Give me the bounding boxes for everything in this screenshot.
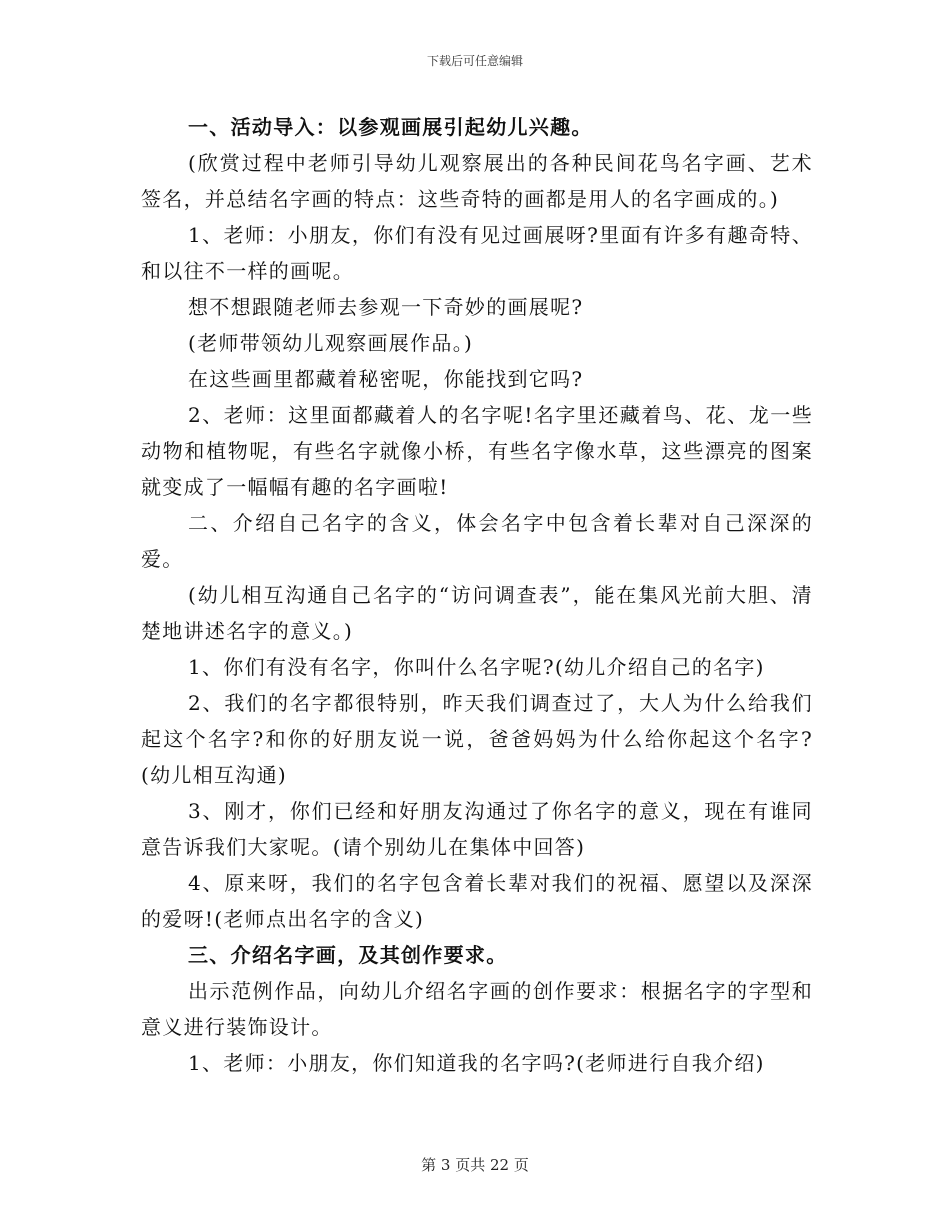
paragraph: 想不想跟随老师去参观一下奇妙的画展呢? xyxy=(188,295,584,319)
paragraph: 1、老师：小朋友，你们有没有见过画展呀?里面有许多有趣奇特、和以往不一样的画呢。 xyxy=(141,223,813,283)
paragraph: 1、你们有没有名字，你叫什么名字呢?(幼儿介绍自己的名字) xyxy=(188,655,765,679)
page-number-footer: 第 3 页共 22 页 xyxy=(421,1156,529,1174)
paragraph: 4、原来呀，我们的名字包含着长辈对我们的祝福、愿望以及深深的爱呀!(老师点出名字的含义) xyxy=(141,871,813,931)
section-heading-2: 二、介绍自己名字的含义，体会名字中包含着长辈对自己深深的爱。 xyxy=(141,511,813,571)
document-body xyxy=(141,109,813,1081)
paragraph: 2、老师：这里面都藏着人的名字呢!名字里还藏着鸟、花、龙一些动物和植物呢，有些名字就像小桥，有些名字像水草，这些漂亮的图案就变成了一幅幅有趣的名字画啦! xyxy=(141,403,813,499)
section-heading-3: 三、介绍名字画，及其创作要求。 xyxy=(188,943,508,967)
paragraph: (老师带领幼儿观察画展作品。) xyxy=(188,331,474,355)
page-header-note: 下载后可任意编辑 xyxy=(426,54,523,68)
paragraph: 2、我们的名字都很特别，昨天我们调查过了，大人为什么给我们起这个名字?和你的好朋友说一说，爸爸妈妈为什么给你起这个名字?(幼儿相互沟通) xyxy=(141,691,813,787)
paragraph: 出示范例作品，向幼儿介绍名字画的创作要求：根据名字的字型和意义进行装饰设计。 xyxy=(141,979,813,1039)
paragraph: (欣赏过程中老师引导幼儿观察展出的各种民间花鸟名字画、艺术签名，并总结名字画的特点：这些奇特的画都是用人的名字画成的。) xyxy=(141,151,813,211)
paragraph: 1、老师：小朋友，你们知道我的名字吗?(老师进行自我介绍) xyxy=(188,1051,765,1075)
paragraph: 3、刚才，你们已经和好朋友沟通过了你名字的意义，现在有谁同意告诉我们大家呢。(请个别幼儿在集体中回答) xyxy=(141,799,813,859)
section-heading-1: 一、活动导入：以参观画展引起幼儿兴趣。 xyxy=(188,115,593,139)
paragraph: 在这些画里都藏着秘密呢，你能找到它吗? xyxy=(188,367,584,391)
paragraph: (幼儿相互沟通自己名字的“访问调查表”，能在集风光前大胆、清楚地讲述名字的意义。) xyxy=(141,583,813,643)
